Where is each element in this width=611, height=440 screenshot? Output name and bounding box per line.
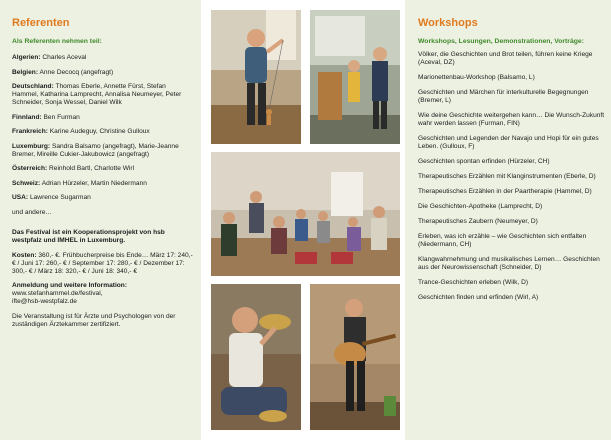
country-entry: Frankreich: Karine Audeguy, Christine Gulloux xyxy=(12,128,150,135)
photo-speakers xyxy=(310,10,400,144)
country-entry: Schweiz: Adrian Hürzeler, Martin Niedermann xyxy=(12,179,147,187)
cooperation-note: Das Festival ist ein Kooperationsprojekt von hsb westpfalz und IMHEL in Luxemburg. xyxy=(12,228,165,244)
certification-note: Die Veranstaltung ist für Ärzte und Psychologen von der zuständigen Ärztekammer zertifiziert. xyxy=(12,312,176,328)
workshop-item: Geschichten und Legenden der Navajo und Hopi für ein gutes Leben. (Gulloux, F) xyxy=(418,134,599,150)
and-others: und andere… xyxy=(12,208,52,216)
workshop-item: Klangwahrnehmung und musikalisches Lernen… Geschichten aus der Neurowissenschaft (Schneider, D) xyxy=(418,255,600,271)
country-entry: Luxemburg: Sandra Balsamo (angefragt), Marie-Jeanne Bremer, Mireille Cukier-Jakubowicz (angefragt) xyxy=(12,142,179,158)
workshop-item: Geschichten spontan erfinden (Hürzeler, CH) xyxy=(418,157,550,165)
referenten-title: Referenten xyxy=(12,17,70,29)
photo-puppeteer xyxy=(211,10,301,144)
workshop-item: Die Geschichten-Apotheke (Lamprecht, D) xyxy=(418,202,543,210)
registration-block xyxy=(12,282,193,306)
workshop-item: Therapeutisches Erzählen mit Klanginstrumenten (Eberle, D) xyxy=(418,172,596,180)
workshop-item: Marionettenbau-Workshop (Balsamo, L) xyxy=(418,73,535,81)
registration-url[interactable]: www.stefanhammel.de/festival, xyxy=(12,290,103,297)
workshop-item: Geschichten finden und erfinden (Wirl, A) xyxy=(418,293,539,301)
country-entry: USA: Lawrence Sugarman xyxy=(12,194,91,201)
workshops-title: Workshops xyxy=(418,17,478,29)
country-entry: Österreich: Reinhold Bartl, Charlotte Wirl xyxy=(12,165,135,172)
photo-guitarist xyxy=(310,284,400,430)
workshop-item: Wie deine Geschichte weitergehen kann… Die Wunsch-Zukunft wahr werden lassen (Furman, FIN) xyxy=(418,111,605,127)
photo-column xyxy=(201,0,405,440)
photo-singing-bowl xyxy=(211,284,301,430)
country-entry: Algerien: Charles Aceval xyxy=(12,54,87,61)
referenten-intro: Als Referenten nehmen teil: xyxy=(12,38,102,45)
workshop-item: Therapeutisches Erzählen in der Paartherapie (Hammel, D) xyxy=(418,187,592,195)
country-entry: Finnland: Ben Furman xyxy=(12,113,80,121)
workshops-intro: Workshops, Lesungen, Demonstrationen, Vorträge: xyxy=(418,38,584,45)
costs-text: Kosten: 360,- €. Frühbucherpreise bis Ende… März 17: 240,- € / Juni 17: 260,- € / September 17: 280,- € / Dezember 17: 300,- € / März 18: 320,- € / Juni 18: 340,- € xyxy=(12,251,193,275)
workshop-item: Therapeutisches Zaubern (Neumeyer, D) xyxy=(418,217,538,225)
photo-group-circle xyxy=(211,152,400,276)
registration-label: Anmeldung und weitere Information: xyxy=(12,282,128,289)
registration-email[interactable]: ifte@hsb-westpfalz.de xyxy=(12,298,77,305)
workshop-item: Geschichten und Märchen für interkulturelle Begegnungen (Bremer, L) xyxy=(418,88,589,104)
workshops-column xyxy=(405,0,611,440)
country-entry: Deutschland: Thomas Eberle, Annette Fürst, Stefan Hammel, Katharina Lamprecht, Annalisa Neumeyer, Peter Schneider, Sonja Wessel, Daniel Wilk xyxy=(12,83,182,106)
workshop-item: Erleben, was ich erzähle – wie Geschichten sich entfalten (Niedermann, CH) xyxy=(418,232,587,248)
referenten-column xyxy=(0,0,201,440)
workshop-item: Trance-Geschichten erleben (Wilk, D) xyxy=(418,278,529,286)
country-entry: Belgien: Anne Decocq (angefragt) xyxy=(12,68,114,76)
workshop-item: Völker, die Geschichten und Brot teilen, führen keine Kriege (Aceval, DZ) xyxy=(418,50,593,66)
